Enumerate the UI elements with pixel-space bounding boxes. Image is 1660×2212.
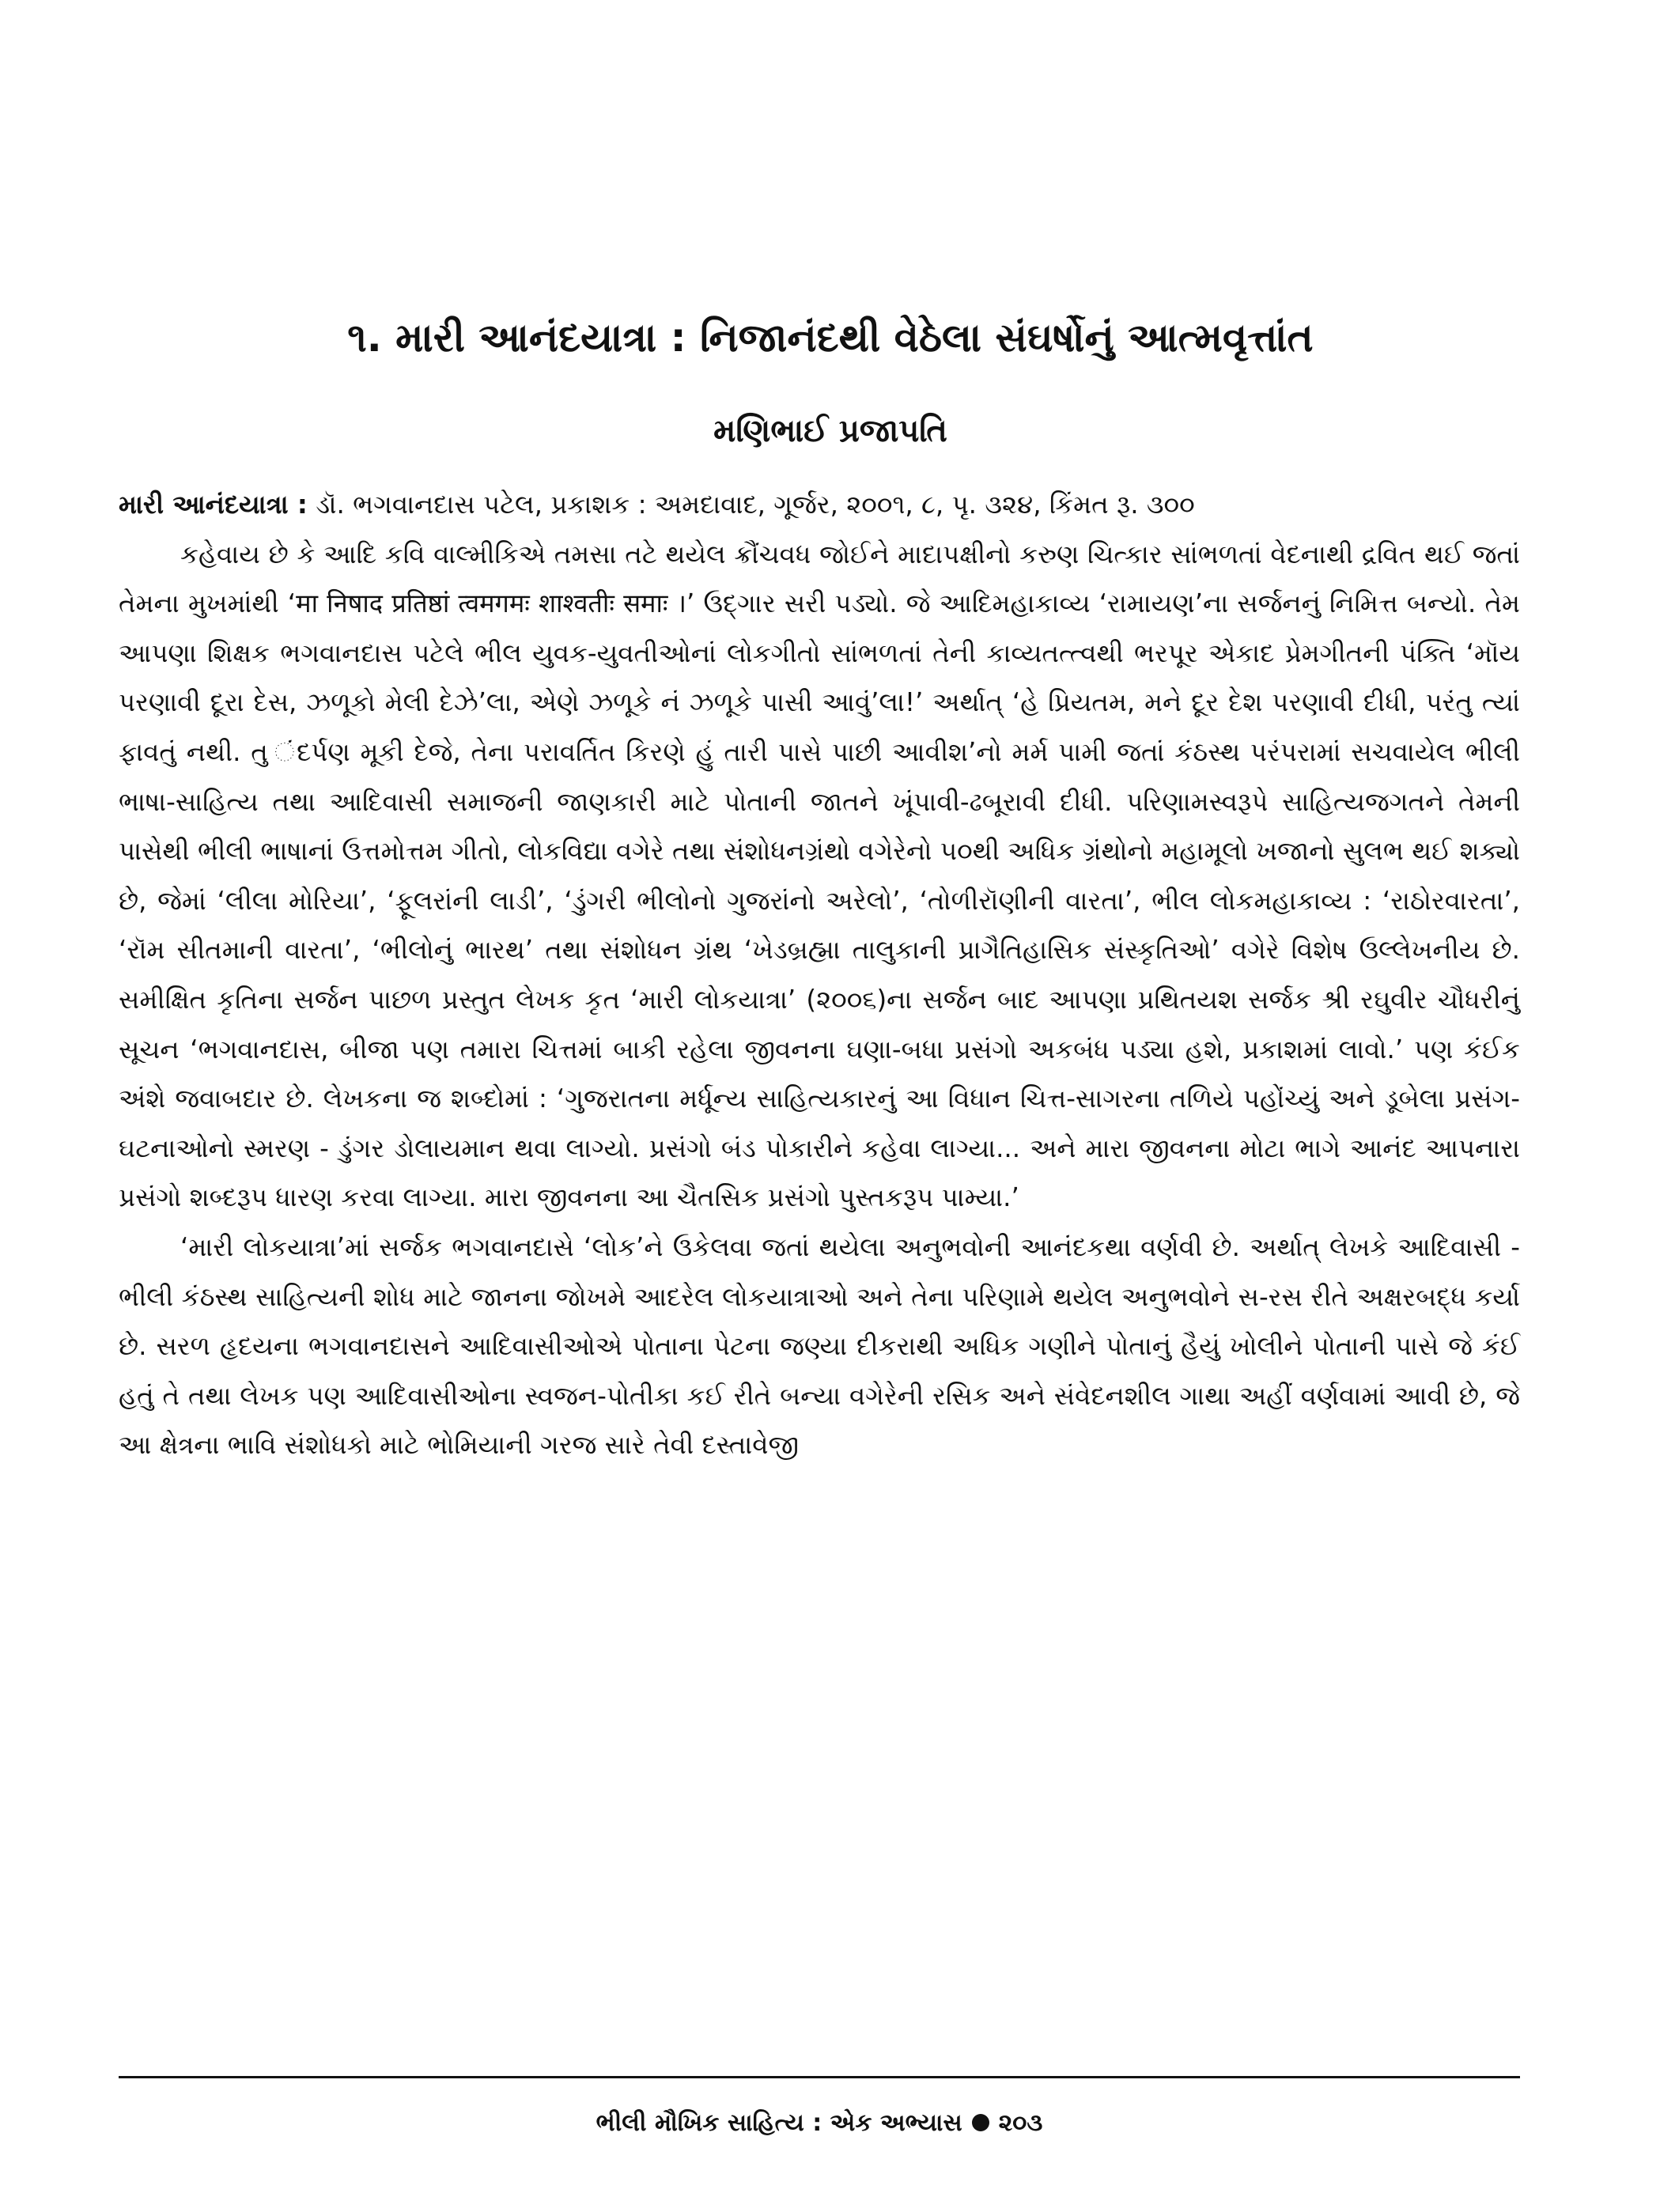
footer-divider <box>119 2076 1520 2078</box>
article-author: મણિભાઈ પ્રજાપતિ <box>713 413 947 449</box>
bibliographic-details: ડૉ. ભગવાનદાસ પટેલ, પ્રકાશક : અમદાવાદ, ગૂર્જર, ૨૦૦૧, ૮, પૃ. ૩૨૪, કિંમત રૂ. ૩૦૦ <box>307 490 1195 520</box>
body-paragraph: ‘મારી લોકયાત્રા’માં સર્જક ભગવાનદાસે ‘લોક’ને ઉકેલવા જતાં થયેલા અનુભવોની આનંદકથા વર્ણવી છે. અર્થાત્ લેખકે આદિવાસી - ભીલી કંઠસ્થ સાહિત્યની શોધ માટે જાનના જોખમે આદરેલ લોકયાત્રાઓ અને તેના પરિણામે થયેલ અનુભવોને સ-રસ રીતે અક્ષરબદ્ધ કર્યા છે. સરળ હૃદયના ભગવાનદાસને આદિવાસીઓએ પોતાના પેટના જણ્યા દીકરાથી અધિક ગણીને પોતાનું હૈયું ખોલીને પોતાની પાસે જે કંઈ હતું તે તથા લેખક પણ આદિવાસીઓના સ્વજન-પોતીકા કઈ રીતે બન્યા વગેરેની રસિક અને સંવેદનશીલ ગાથા અહીં વર્ણવામાં આવી છે, જે આ ક્ષેત્રના ભાવિ સંશોધકો માટે ભોમિયાની ગરજ સારે તેવી દસ્તાવેજી <box>119 1231 1520 1461</box>
bullet-icon <box>972 2114 989 2131</box>
footer-book-title: ભીલી મૌખિક સાહિત્ય : એક અભ્યાસ <box>596 2109 962 2137</box>
page-footer <box>119 2106 1520 2141</box>
article-title: ૧. મારી આનંદયાત્રા : નિજાનંદથી વેઠેલા સંઘર્ષોનું આત્મવૃત્તાંત <box>347 315 1314 361</box>
body-paragraph: કહેવાય છે કે આદિ કવિ વાલ્મીકિએ તમસા તટે થયેલ ક્રૌંચવધ જોઈને માદાપક્ષીનો કરુણ ચિત્કાર સાંભળતાં વેદનાથી દ્રવિત થઈ જતાં તેમના મુખમાંથી ‘मा निषाद प्रतिष्ठां त्वमगमः शाश्वतीः समाः ।’ ઉદ્ગાર સરી પડ્યો. જે આદિમહાકાવ્ય ‘રામાયણ’ના સર્જનનું નિમિત્ત બન્યો. તેમ આપણા શિક્ષક ભગવાનદાસ પટેલે ભીલ યુવક-યુવતીઓનાં લોકગીતો સાંભળતાં તેની કાવ્યતત્ત્વથી ભરપૂર એકાદ પ્રેમગીતની પંક્તિ ‘મૉય પરણાવી દૂરા દેસ, ઝળૂકો મેલી દેઝે’લા, એણે ઝળૂકે નં ઝળૂકે પાસી આવું’લા!’ અર્થાત્ ‘હે પ્રિયતમ, મને દૂર દેશ પરણાવી દીધી, પરંતુ ત્યાં ફાવતું નથી. તુ ંદર્પણ મૂકી દેજે, તેના પરાવર્તિત કિરણે હું તારી પાસે પાછી આવીશ’નો મર્મ પામી જતાં કંઠસ્થ પરંપરામાં સચવાયેલ ભીલી ભાષા-સાહિત્ય તથા આદિવાસી સમાજની જાણકારી માટે પોતાની જાતને ખૂંપાવી-ઢબૂરાવી દીધી. પરિણામસ્વરૂપે સાહિત્યજગતને તેમની પાસેથી ભીલી ભાષાનાં ઉત્તમોત્તમ ગીતો, લોકવિદ્યા વગેરે તથા સંશોધનગ્રંથો વગેરેનો ૫૦થી અધિક ગ્રંથોનો મહામૂલો ખજાનો સુલભ થઈ શક્યો છે, જેમાં ‘લીલા મોરિયા’, ‘ફૂલરાંની લાડી’, ‘ડુંગરી ભીલોનો ગુજરાંનો અરેલો’, ‘તોળીરૉણીની વારતા’, ભીલ લોકમહાકાવ્ય : ‘રાઠોરવારતા’, ‘રૉમ સીતમાની વારતા’, ‘ભીલોનું ભારથ’ તથા સંશોધન ગ્રંથ ‘ખેડબ્રહ્મા તાલુકાની પ્રાગૈતિહાસિક સંસ્કૃતિઓ’ વગેરે વિશેષ ઉલ્લેખનીય છે. સમીક્ષિત કૃતિના સર્જન પાછળ પ્રસ્તુત લેખક કૃત ‘મારી લોકયાત્રા’ (૨૦૦૬)ના સર્જન બાદ આપણા પ્રથિતયશ સર્જક શ્રી રઘુવીર ચૌધરીનું સૂચન ‘ભગવાનદાસ, બીજા પણ તમારા ચિત્તમાં બાકી રહેલા જીવનના ઘણા-બધા પ્રસંગો અકબંધ પડ્યા હશે, પ્રકાશમાં લાવો.’ પણ કંઈક અંશે જવાબદાર છે. લેખકના જ શબ્દોમાં : ‘ગુજરાતના મર્ધૂન્ય સાહિત્યકારનું આ વિધાન ચિત્ત-સાગરના તળિયે પહોંચ્યું અને ડૂબેલા પ્રસંગ-ઘટનાઓનો સ્મરણ - ડુંગર ડોલાયમાન થવા લાગ્યો. પ્રસંગો બંડ પોકારીને કહેવા લાગ્યા... અને મારા જીવનના મોટા ભાગે આનંદ આપનારા પ્રસંગો શબ્દરૂપ ધારણ કરવા લાગ્યા. મારા જીવનના આ ચૈતસિક પ્રસંગો પુસ્તકરૂપ પામ્યા.’ <box>119 539 1520 1213</box>
article-body <box>119 480 1520 1470</box>
bibliographic-label: મારી આનંદયાત્રા : <box>119 490 308 520</box>
bibliographic-entry <box>119 480 1520 530</box>
page-number: ૨૦૩ <box>998 2109 1043 2137</box>
